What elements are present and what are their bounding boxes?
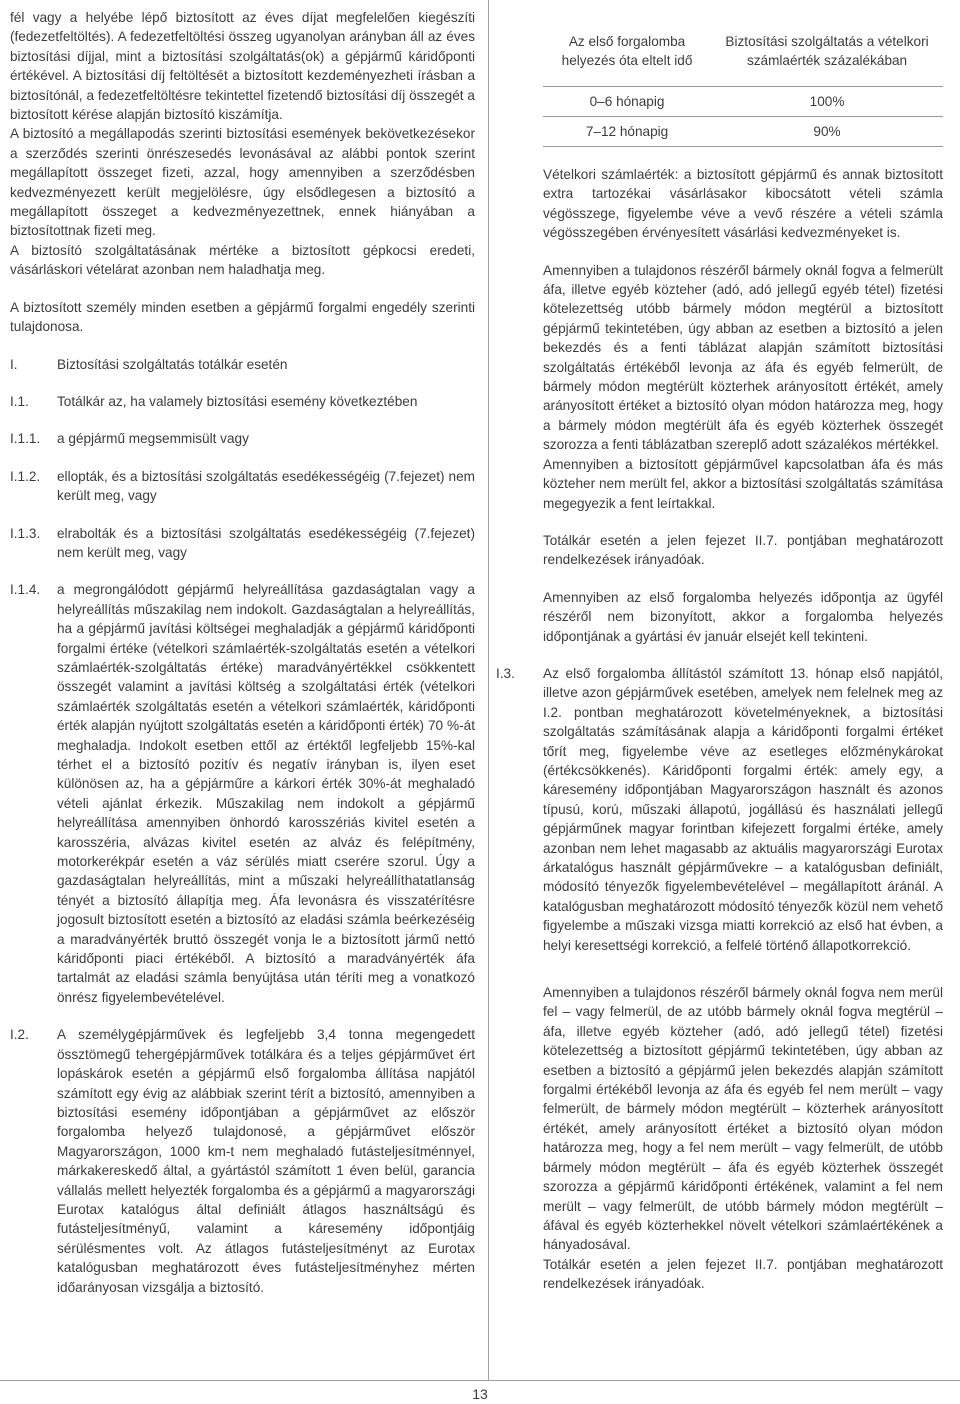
table-cell: 100% bbox=[711, 87, 943, 117]
paragraph-totalkar-ref-2: Totálkár esetén a jelen fejezet II.7. pontjában meghatározott rendelkezések irányadóak. bbox=[543, 1256, 943, 1292]
footer-rule bbox=[0, 1380, 960, 1381]
list-item bbox=[10, 580, 475, 1007]
table-cell: 90% bbox=[711, 117, 943, 147]
list-item bbox=[10, 467, 475, 506]
left-column bbox=[10, 8, 475, 1297]
item-text: a megrongálódott gépjármű helyreállítása gazdaságtalan vagy a helyreállítás műszakilag nem indokolt. Gazdaságtalan a helyreállítás, ha a gépjármű javítási költségei meghaladják a gépjármű káridőponti forgalmi értéke (vételkori számlaérték-szolgáltatás esetén a vételkori számlaérték-szolgáltatás értéke) maradványértékkel csökkentett összegét valamint a javítási költség a szolgáltatási érték (vételkori számlaérték szolgáltatás esetén a vételkori számlaérték, káridőponti érték alapján nyújtott szolgáltatás esetén a káridőponti érték) 70 %-át meghaladja. Indokolt esetben ettől az értéktől legfeljebb 15%-kal térhet el a biztosító pozitív és negatív irányban is, ilyen eset különösen az, ha a gépjárműre a kárkori érték 30%-át meghaladó vételi ajánlat érkezik. Műszakilag nem indokolt a gépjármű helyreállítása amennyiben önhordó karosszériás kivitel esetén a karosszéria, alvázas kivitel esetén az alváz és felépítmény, motorkerékpár esetén a váz sérülés miatt cserére szorul. Úgy a gazdaságtalan helyreállítás, mint a műszaki helyreállíthatatlanság tényét a biztosító állapítja meg. Áfa levonásra és visszatérítésre jogosult biztosított esetén a biztosító az eladási számla beérkezéséig a maradványérték bruttó összegét vonja le a biztosított jármű nettó káridőponti piaci értékéből. A biztosító a maradványérték áfa tartalmát az eladási számla benyújtása után téríti meg a vonatkozó önrész figyelembevételével. bbox=[57, 582, 475, 1005]
item-number: I.1.1. bbox=[10, 431, 41, 447]
paragraph-biztositott-szemely: A biztosított személy minden esetben a gépjármű forgalmi engedély szerinti tulajdonosa. bbox=[10, 299, 475, 335]
table-cell: 7–12 hónapig bbox=[543, 117, 711, 147]
table-header-row bbox=[543, 16, 943, 87]
right-column bbox=[496, 8, 943, 1294]
item-number: I.1.2. bbox=[10, 468, 41, 484]
paragraph-afa-nem-merult: Amennyiben a biztosított gépjárművel kapcsolatban áfa és más közteher nem merült fel, akkor a biztosítási szolgáltatás számítása megegyezik a fent leírtakkal. bbox=[543, 456, 943, 511]
item-text: A személygépjárművek és legfeljebb 3,4 tonna megengedett össztömegű tehergépjárművek totálkára és a teljes gépjárművet ért lopáskárok esetén a gépjármű első forgalomba állítása napjától számított egy évig az alábbiak szerint térít a biztosító, amennyiben a biztosítási esemény időpontjában a gépjárművet az először forgalomba helyező tulajdonosé, a gépjárművet először Magyarországon, 1000 km-t nem meghaladó futásteljesítménnyel, márkakereskedő által, a gyártástól számított 1 éven belül, garancia vállalás mellett helyezték forgalomba és a gépjármű a magyarországi Eurotax katalógus által definiált átlagos használtságú és futásteljesítményű, valamint a káresemény időpontjáig sérülésmentes volt. Az átlagos futásteljesítményt az Eurotax katalógusban meghatározott éves futásteljesítményhez mérten időarányosan vizsgálja a biztosító. bbox=[57, 1027, 475, 1295]
table-row bbox=[543, 117, 943, 147]
paragraph-szolgaltatas-mertek: A biztosító szolgáltatásának mértéke a biztosított gépkocsi eredeti, vásárláskori vételárat azonban nem haladhatja meg. bbox=[10, 242, 475, 278]
table-header-cell: Az első forgalomba helyezés óta eltelt idő bbox=[543, 16, 711, 87]
paragraph-afa-kozteher: Amennyiben a tulajdonos részéről bármely oknál fogva nem merül fel – vagy felmerül, de az utóbb bármely oknál fogva megtérül – áfa, illetve egyéb közteher (adó, adó jellegű tétel) fizetési kötelezettség a biztosított gépjármű tekintetében, úgy abban az esetben a biztosító a gépjármű jelen bekezdés alapján számított forgalmi értékéből levonja az áfa és egyéb fel nem merült – vagy felmerült, de bármely módon megtérült – közterhek arányosított értékét, amely arányosított értéket a biztosító olyan módon határozza meg, hogy a fel nem merült – vagy felmerült, de utóbb bármely módon megtérült – áfa és egyéb közterhek összegét szorozza a gépjármű káridőponti értékének, valamint a fel nem merült – vagy felmerült, de utóbb bármely módon megtérült – áfával és egyéb közterhekkel növelt vételkori számlaértékének a hányadosával. bbox=[543, 985, 943, 1253]
item-number: I.1. bbox=[10, 393, 29, 409]
benefit-table bbox=[543, 16, 943, 147]
paragraph-vetelkori-szamlaertek: Vételkori számlaérték: a biztosított gépjármű és annak biztosított extra tartozékai vásárlásakor kibocsátott vételi számla végösszege, figyelembe véve a vevő részére a vételi számla végösszegében érvényesített vásárlási kedvezményeket is. bbox=[543, 167, 943, 241]
item-text: a gépjármű megsemmisült vagy bbox=[57, 431, 249, 447]
item-text: elrabolták és a biztosítási szolgáltatás esedékességéig (7.fejezet) nem került meg, vagy bbox=[57, 525, 475, 560]
column-divider bbox=[488, 0, 489, 1380]
item-number: I.2. bbox=[10, 1027, 29, 1043]
item-number: I.3. bbox=[496, 665, 515, 681]
item-text: ellopták, és a biztosítási szolgáltatás esedékességéig (7.fejezet) nem került meg, vagy bbox=[57, 468, 475, 504]
list-item bbox=[10, 392, 475, 411]
table-cell: 0–6 hónapig bbox=[543, 87, 711, 117]
page-number: 13 bbox=[472, 1386, 488, 1402]
list-item bbox=[10, 1025, 475, 1297]
paragraph-afa-levonas: Amennyiben a tulajdonos részéről bármely oknál fogva a felmerült áfa, illetve egyéb közteher (adó, adó jellegű egyéb tétel) fizetési kötelezettség utóbb bármely módon megtérül a biztosított gépjármű tekintetében, úgy abban az esetben a biztosító a jelen bekezdés és a fenti táblázat alapján számított biztosítási szolgáltatás értékéből levonja az áfa és egyéb felmerült, de bármely módon megtérült közterhek arányosított értékét, amely arányosított értéket a biztosító olyan módon határozza meg, hogy a bármely módon megtérült áfa és egyéb közterhek összegét szorozza a fenti táblázatban szereplő adott százalékos mértékkel. bbox=[543, 262, 943, 453]
paragraph-totalkar-ref: Totálkár esetén a jelen fejezet II.7. pontjában meghatározott rendelkezések irányadóak. bbox=[543, 532, 943, 568]
list-item bbox=[10, 524, 475, 563]
item-text: Biztosítási szolgáltatás totálkár esetén bbox=[57, 356, 288, 372]
paragraph-forgalomba-helyezes: Amennyiben az első forgalomba helyezés időpontja az ügyfél részéről nem bizonyított, akkor a forgalomba helyezés időpontjának a gyártási év január elsejét kell tekinteni. bbox=[543, 589, 943, 644]
item-number: I.1.3. bbox=[10, 525, 41, 541]
paragraph-biztosito-fizet: A biztosító a megállapodás szerinti biztosítási események bekövetkezésekor a szerződés szerinti önrészesedés levonásával az alábbi pontok szerint megállapított összeget fizeti, azzal, hogy amennyiben a szerződésben kedvezményezett került megjelölésre, úgy elsődlegesen a biztosító a megállapított összeget a kedvezményezettnek, ennek hiányában a biztosítottnak fizeti meg. bbox=[10, 126, 475, 239]
item-text: Totálkár az, ha valamely biztosítási esemény következtében bbox=[57, 393, 418, 409]
item-number: I.1.4. bbox=[10, 582, 41, 598]
list-item bbox=[496, 664, 943, 955]
list-item bbox=[10, 355, 475, 374]
paragraph-fedezetfeltoltes: fél vagy a helyébe lépő biztosított az éves díjat megfelelően kiegészíti (fedezetfeltöltés). A fedezetfeltöltési összeg ugyanolyan arányban áll az éves biztosítási díjjal, mint a biztosítási szolgáltatás(ok) a gépjármű káridőponti értékével. A biztosítási díj feltöltését a biztosított kezdeményezheti írásban a biztosítónál, a fedezetfeltöltésre tekintettel fizetendő biztosítási díj összegét a biztosított kérése alapján biztosító kiszámítja. bbox=[10, 10, 475, 123]
table-header-cell: Biztosítási szolgáltatás a vételkori számlaérték százalékában bbox=[711, 16, 943, 87]
list-item bbox=[10, 429, 475, 448]
item-number: I. bbox=[10, 356, 18, 372]
item-text: Az első forgalomba állítástól számított 13. hónap első napjától, illetve azon gépjárművek esetében, amelyek nem felelnek meg az I.2. pontban meghatározott követelményeknek, a biztosítási szolgáltatás számításának alapja a káridőponti forgalmi értéket tőrít meg, figyelembe véve az esetleges előzménykárokat (értékcsökkenés). Káridőponti forgalmi érték: amely egy, a káresemény időpontjában Magyarországon használt és azonos típusú, korú, műszaki állapotú, jogállású és használati jellegű gépjárműnek magyar forintban kifejezett forgalmi értéke, amely azonban nem lehet magasabb az aktuális magyarországi Eurotax árkatalógus használt gépjárművekre – a katalógusban definiált, módosító tényezők figyelembevételével – megállapított áránál. A katalógusban meghatározott módosító tényezők közül nem vehető figyelembe a műszaki vizsga miatti korrekció az első hat évben, a helyi keresettségi korrekció, a felfelé történő állapotkorrekció. bbox=[543, 665, 943, 953]
table-row bbox=[543, 87, 943, 117]
